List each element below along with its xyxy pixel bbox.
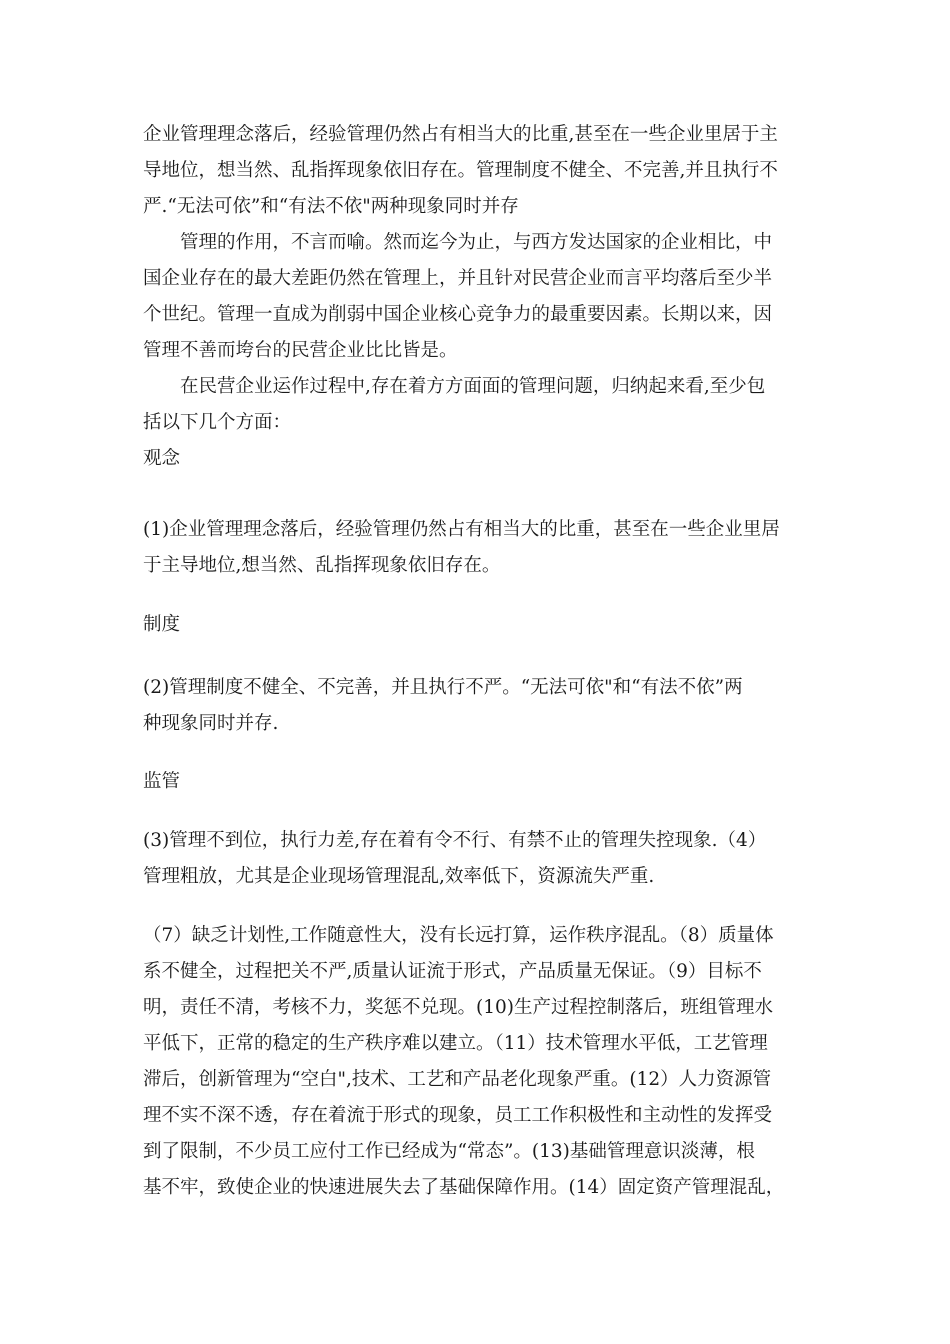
text-line: 基不牢，致使企业的快速进展失去了基础保障作用。(14）固定资产管理混乱， (143, 1177, 785, 1198)
text-line: 平低下，正常的稳定的生产秩序难以建立。（11）技术管理水平低，工艺管理 (143, 1033, 768, 1054)
text-line: (2)管理制度不健全、不完善，并且执行不严。“无法可依"和“有法不依”两 (143, 677, 743, 698)
text-line: (3)管理不到位，执行力差,存在着有令不行、有禁不止的管理失控现象.（4） (143, 830, 767, 851)
text-line: 管理的作用，不言而喻。然而迄今为止，与西方发达国家的企业相比，中 (180, 232, 773, 253)
text-line: 括以下几个方面： (143, 412, 292, 433)
text-line: 系不健全，过程把关不严,质量认证流于形式，产品质量无保证。（9）目标不 (143, 961, 762, 982)
text-line: 个世纪。管理一直成为削弱中国企业核心竞争力的最重要因素。长期以来，因 (143, 304, 773, 325)
paragraph-item-2 (143, 670, 811, 742)
text-line: （7）缺乏计划性,工作随意性大，没有长远打算，运作秩序混乱。（8）质量体 (143, 925, 774, 946)
text-line: 种现象同时并存. (143, 713, 279, 734)
text-line: 导地位，想当然、乱指挥现象依旧存在。管理制度不健全、不完善,并且执行不 (143, 160, 778, 181)
section-heading-concept (143, 441, 811, 477)
text-line: 明，责任不清，考核不力，奖惩不兑现。(10)生产过程控制落后，班组管理水 (143, 997, 773, 1018)
paragraph-item-7-14 (143, 918, 811, 1206)
text-line: 到了限制，不少员工应付工作已经成为“常态”。(13)基础管理意识淡薄，根 (143, 1141, 755, 1162)
paragraph-intro (143, 117, 811, 225)
paragraph-item-3-4 (143, 823, 811, 895)
text-line: 于主导地位,想当然、乱指挥现象依旧存在。 (143, 555, 501, 576)
text-line: 国企业存在的最大差距仍然在管理上，并且针对民营企业而言平均落后至少半 (143, 268, 773, 289)
text-line: 滞后，创新管理为“空白",技术、工艺和产品老化现象严重。(12）人力资源管 (143, 1069, 772, 1090)
text-line: 在民营企业运作过程中,存在着方方面面的管理问题，归纳起来看,至少包 (180, 376, 766, 397)
text-line: (1)企业管理理念落后，经验管理仍然占有相当大的比重，甚至在一些企业里居 (143, 519, 780, 540)
section-heading-system (143, 607, 811, 643)
paragraph-problem-overview (143, 369, 811, 441)
section-heading: 制度 (143, 614, 181, 635)
text-line: 管理粗放，尤其是企业现场管理混乱,效率低下，资源流失严重. (143, 866, 655, 887)
section-heading: 观念 (143, 448, 181, 469)
paragraph-item-1 (143, 512, 811, 584)
section-heading: 监管 (143, 771, 181, 792)
text-line: 管理不善而垮台的民营企业比比皆是。 (143, 340, 458, 361)
section-heading-supervision (143, 764, 811, 800)
text-line: 企业管理理念落后，经验管理仍然占有相当大的比重,甚至在一些企业里居于主 (143, 124, 778, 145)
text-line: 理不实不深不透，存在着流于形式的现象，员工工作积极性和主动性的发挥受 (143, 1105, 773, 1126)
text-line: 严.“无法可依”和“有法不依"两种现象同时并存 (143, 196, 519, 217)
paragraph-role-of-management (143, 225, 811, 369)
